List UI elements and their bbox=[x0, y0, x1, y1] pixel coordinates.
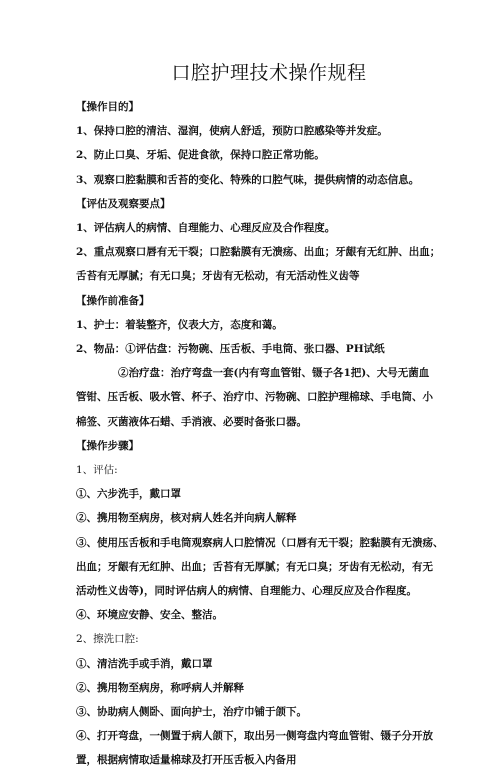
steps-line-8: 2、擦洗口腔: bbox=[76, 633, 139, 646]
section-heading-assessment: 【评估及观察要点】 bbox=[76, 197, 171, 210]
steps-line-10: ②、携用物至病房，称呼病人并解释 bbox=[76, 681, 244, 694]
preparation-line-5: 棉签、灭菌液体石蜡、手消液、必要时备张口器。 bbox=[76, 415, 307, 428]
purpose-line-3: 3、观察口腔黏膜和舌苔的变化、特殊的口腔气味，提供病情的动态信息。 bbox=[76, 173, 420, 186]
steps-line-5: 出血；牙龈有无红肿、出血；舌苔有无厚腻；有无口臭；牙齿有无松动，有无 bbox=[76, 560, 433, 573]
steps-line-6: 活动性义齿等)，同时评估病人的病情、自理能力、心理反应及合作程度。 bbox=[76, 585, 417, 598]
preparation-line-4: 管钳、压舌板、吸水管、杯子、治疗巾、污物碗、口腔护理棉球、手电筒、小 bbox=[76, 391, 433, 404]
purpose-line-2: 2、防止口臭、牙垢、促进食欲，保持口腔正常功能。 bbox=[76, 149, 325, 162]
assessment-line-1: 1、评估病人的病情、自理能力、心理反应及合作程度。 bbox=[76, 222, 336, 235]
preparation-line-2: 2、物品：①评估盘：污物碗、压舌板、手电筒、张口器、PH试纸 bbox=[76, 343, 385, 356]
purpose-line-1: 1、保持口腔的清洁、湿润，使病人舒适，预防口腔感染等并发症。 bbox=[76, 125, 388, 138]
section-heading-preparation: 【操作前准备】 bbox=[76, 294, 150, 307]
steps-line-3: ②、携用物至病房，核对病人姓名并向病人解释 bbox=[76, 512, 297, 525]
assessment-line-2: 2、重点观察口唇有无干裂；口腔黏膜有无溃疡、出血；牙龈有无红肿、出血； bbox=[76, 246, 441, 259]
section-heading-steps: 【操作步骤】 bbox=[76, 439, 139, 452]
steps-line-1: 1、评估: bbox=[76, 464, 118, 477]
document-title: 口腔护理技术操作规程 bbox=[171, 62, 367, 84]
steps-line-2: ①、六步洗手，戴口罩 bbox=[76, 488, 181, 501]
steps-line-7: ④、环境应安静、安全、整洁。 bbox=[76, 609, 223, 622]
steps-line-11: ③、协助病人侧卧、面向护士，治疗巾铺于颌下。 bbox=[76, 706, 307, 719]
preparation-line-1: 1、护士：着装整齐，仪表大方，态度和蔼。 bbox=[76, 318, 283, 331]
section-heading-purpose: 【操作目的】 bbox=[76, 101, 139, 113]
assessment-line-3: 舌苔有无厚腻；有无口臭；牙齿有无松动，有无活动性义齿等 bbox=[76, 270, 360, 283]
preparation-line-3: ②治疗盘：治疗弯盘一套(内有弯血管钳、镊子各1把)、大号无菌血 bbox=[118, 367, 430, 380]
steps-line-13: 置，根据病情取适量棉球及打开压舌板入内备用 bbox=[76, 754, 297, 767]
steps-line-12: ④、打开弯盘，一侧置于病人颌下，取出另一侧弯盘内弯血管钳、镊子分开放 bbox=[76, 730, 433, 743]
steps-line-4: ③、使用压舌板和手电筒观察病人口腔情况（口唇有无干裂；腔黏膜有无溃疡、 bbox=[76, 536, 444, 549]
steps-line-9: ①、清洁洗手或手消，戴口罩 bbox=[76, 657, 213, 670]
